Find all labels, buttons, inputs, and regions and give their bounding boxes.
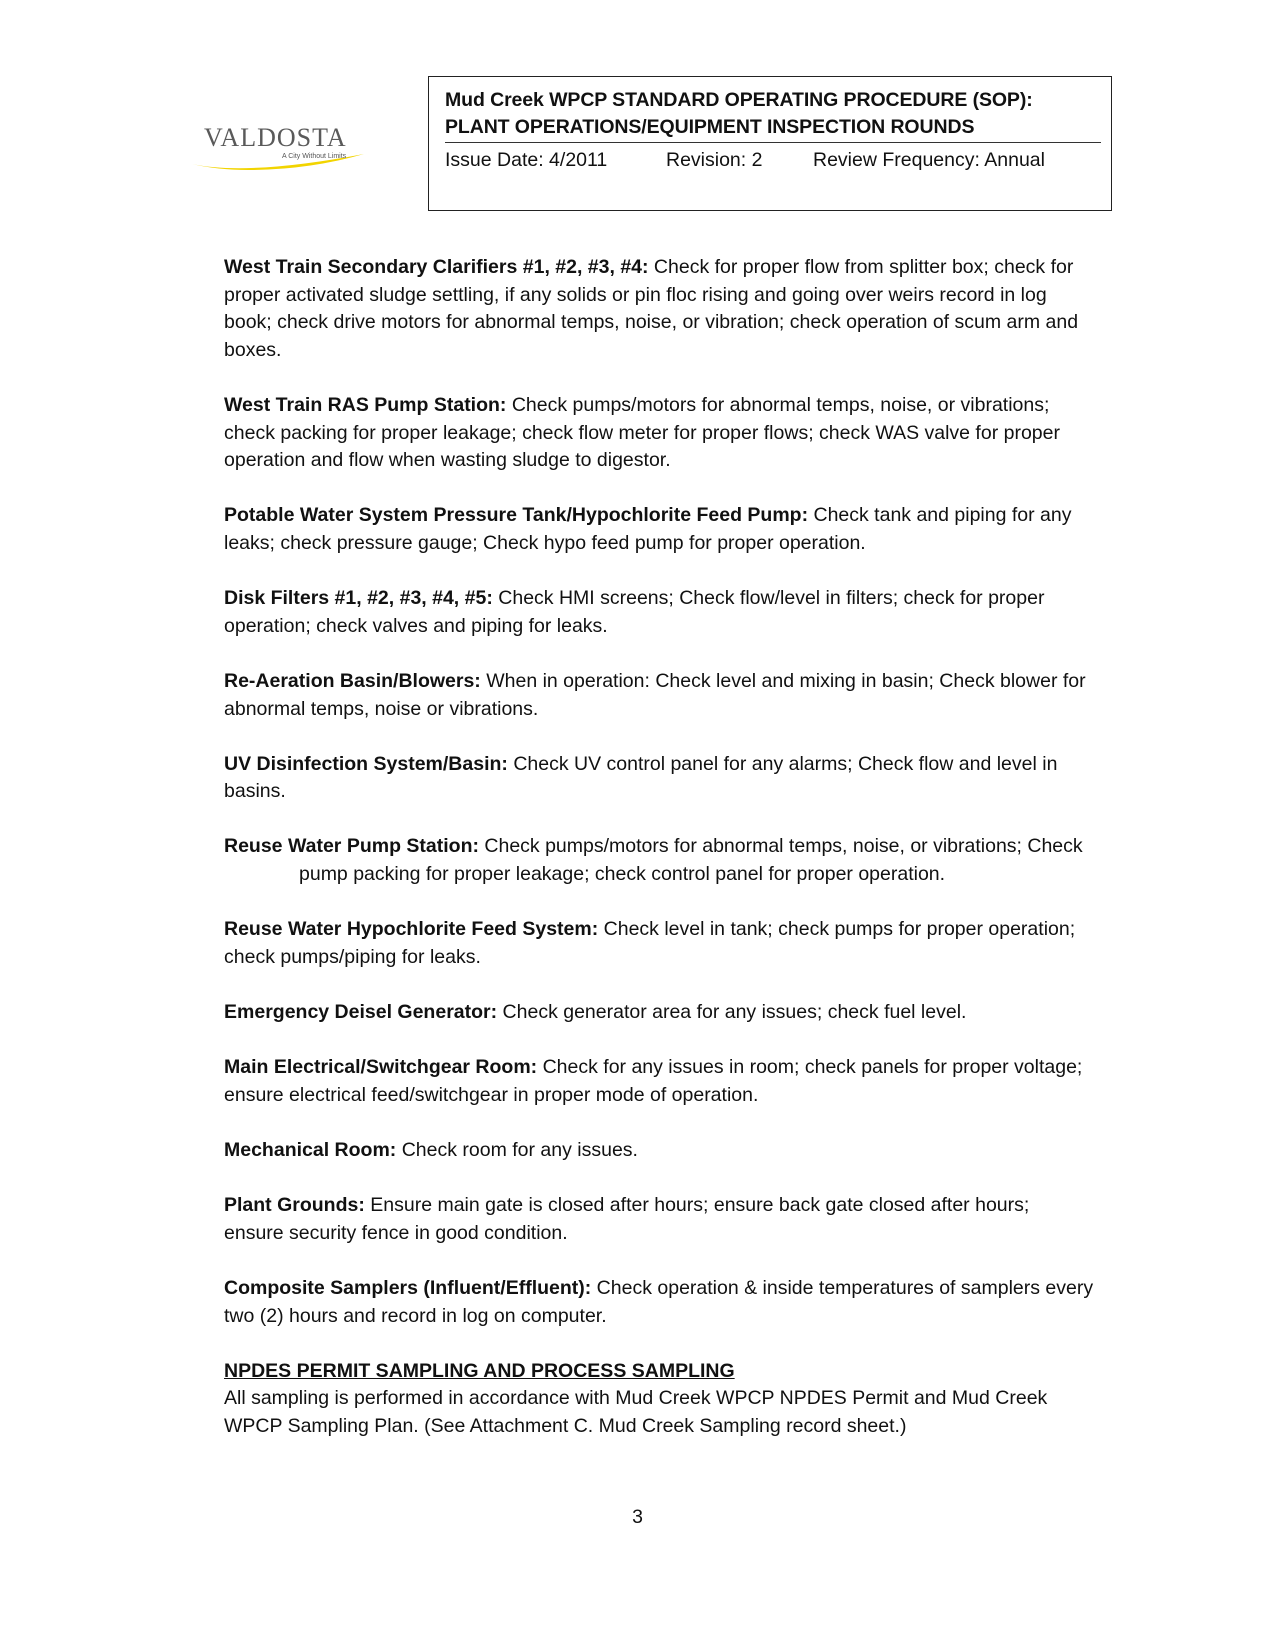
item-label: Reuse Water Pump Station: bbox=[224, 835, 479, 858]
item-composite-samplers bbox=[224, 1275, 1094, 1330]
item-label: Disk Filters #1, #2, #3, #4, #5: bbox=[224, 587, 493, 610]
item-text: Check pumps/motors for abnormal temps, noise, or vibrations; Check pump packing for proper leakage; check control panel for proper operation. bbox=[299, 835, 1083, 886]
svg-text:VALDOSTA: VALDOSTA bbox=[204, 123, 347, 152]
item-text: Check room for any issues. bbox=[396, 1139, 638, 1161]
item-west-train-ras bbox=[224, 392, 1094, 475]
revision: Revision: 2 bbox=[666, 149, 763, 171]
document-body bbox=[224, 254, 1094, 1441]
document-header bbox=[428, 76, 1112, 211]
item-text: Check tank and piping for any leaks; check pressure gauge; Check hypo feed pump for proper operation. bbox=[224, 504, 1072, 554]
item-reuse-hypochlorite bbox=[224, 916, 1094, 971]
item-emergency-generator bbox=[224, 999, 1094, 1027]
item-label: Reuse Water Hypochlorite Feed System: bbox=[224, 918, 599, 941]
item-text: Check operation & inside temperatures of samplers every two (2) hours and record in log on computer. bbox=[224, 1276, 1094, 1327]
item-label: West Train RAS Pump Station: bbox=[224, 393, 507, 416]
title-line-2: PLANT OPERATIONS/EQUIPMENT INSPECTION ROUNDS bbox=[445, 116, 975, 138]
npdes-text: All sampling is performed in accordance with Mud Creek WPCP NPDES Permit and Mud Creek WPCP Sampling Plan. (See Attachment C. Mud Creek Sampling record sheet.) bbox=[224, 1387, 1048, 1437]
item-label: Emergency Deisel Generator: bbox=[224, 1001, 498, 1024]
svg-text:A City Without Limits: A City Without Limits bbox=[282, 153, 347, 160]
item-main-electrical bbox=[224, 1054, 1094, 1109]
item-text: Check generator area for any issues; check fuel level. bbox=[497, 1001, 967, 1024]
item-plant-grounds bbox=[224, 1192, 1094, 1247]
header-divider bbox=[445, 142, 1101, 143]
item-text: Check level in tank; check pumps for proper operation; check pumps/piping for leaks. bbox=[224, 918, 1076, 968]
review-frequency: Review Frequency: Annual bbox=[813, 149, 1045, 171]
item-label: Re-Aeration Basin/Blowers: bbox=[224, 669, 481, 692]
page-number: 3 bbox=[632, 1506, 643, 1528]
document-title bbox=[445, 87, 1089, 141]
item-text: Check HMI screens; Check flow/level in filters; check for proper operation; check valves and piping for leaks. bbox=[224, 587, 1045, 637]
item-text: Check for any issues in room; check panels for proper voltage; ensure electrical feed/switchgear in proper mode of operation. bbox=[224, 1056, 1083, 1106]
issue-date: Issue Date: 4/2011 bbox=[445, 149, 608, 171]
item-text: Check UV control panel for any alarms; Check flow and level in basins. bbox=[224, 752, 1058, 803]
item-text: Check for proper flow from splitter box; check for proper activated sludge settling, if any solids or pin floc rising and going over weirs record in log book; check drive motors for abnormal temps, noise, or vibration; check operation of scum arm and boxes. bbox=[224, 256, 1079, 361]
item-potable-water bbox=[224, 502, 1094, 557]
item-label: Mechanical Room: bbox=[224, 1139, 397, 1161]
item-label: Composite Samplers (Influent/Effluent): bbox=[224, 1276, 592, 1299]
item-disk-filters bbox=[224, 585, 1094, 640]
item-uv-disinfection bbox=[224, 751, 1094, 806]
item-label: Plant Grounds: bbox=[224, 1194, 365, 1217]
item-text: Check pumps/motors for abnormal temps, noise, or vibrations; check packing for proper leakage; check flow meter for proper flows; check WAS valve for proper operation and flow when wasting sludge to digestor. bbox=[224, 393, 1060, 472]
item-text: When in operation: Check level and mixing in basin; Check blower for abnormal temps, noise or vibrations. bbox=[224, 669, 1086, 720]
npdes-heading: NPDES PERMIT SAMPLING AND PROCESS SAMPLING bbox=[224, 1359, 735, 1382]
item-west-train-clarifiers bbox=[224, 254, 1094, 364]
item-mechanical-room bbox=[224, 1137, 1094, 1165]
valdosta-logo bbox=[188, 118, 368, 184]
item-label: Main Electrical/Switchgear Room: bbox=[224, 1056, 538, 1079]
item-text: Ensure main gate is closed after hours; ensure back gate closed after hours; ensure security fence in good condition. bbox=[224, 1194, 1030, 1244]
item-label: Potable Water System Pressure Tank/Hypochlorite Feed Pump: bbox=[224, 504, 809, 527]
item-re-aeration bbox=[224, 668, 1094, 723]
item-label: UV Disinfection System/Basin: bbox=[224, 752, 508, 775]
title-line-1: Mud Creek WPCP STANDARD OPERATING PROCEDURE (SOP): bbox=[445, 89, 1033, 111]
item-reuse-pump-station bbox=[224, 833, 1094, 888]
item-label: West Train Secondary Clarifiers #1, #2, #3, #4: bbox=[224, 256, 649, 278]
